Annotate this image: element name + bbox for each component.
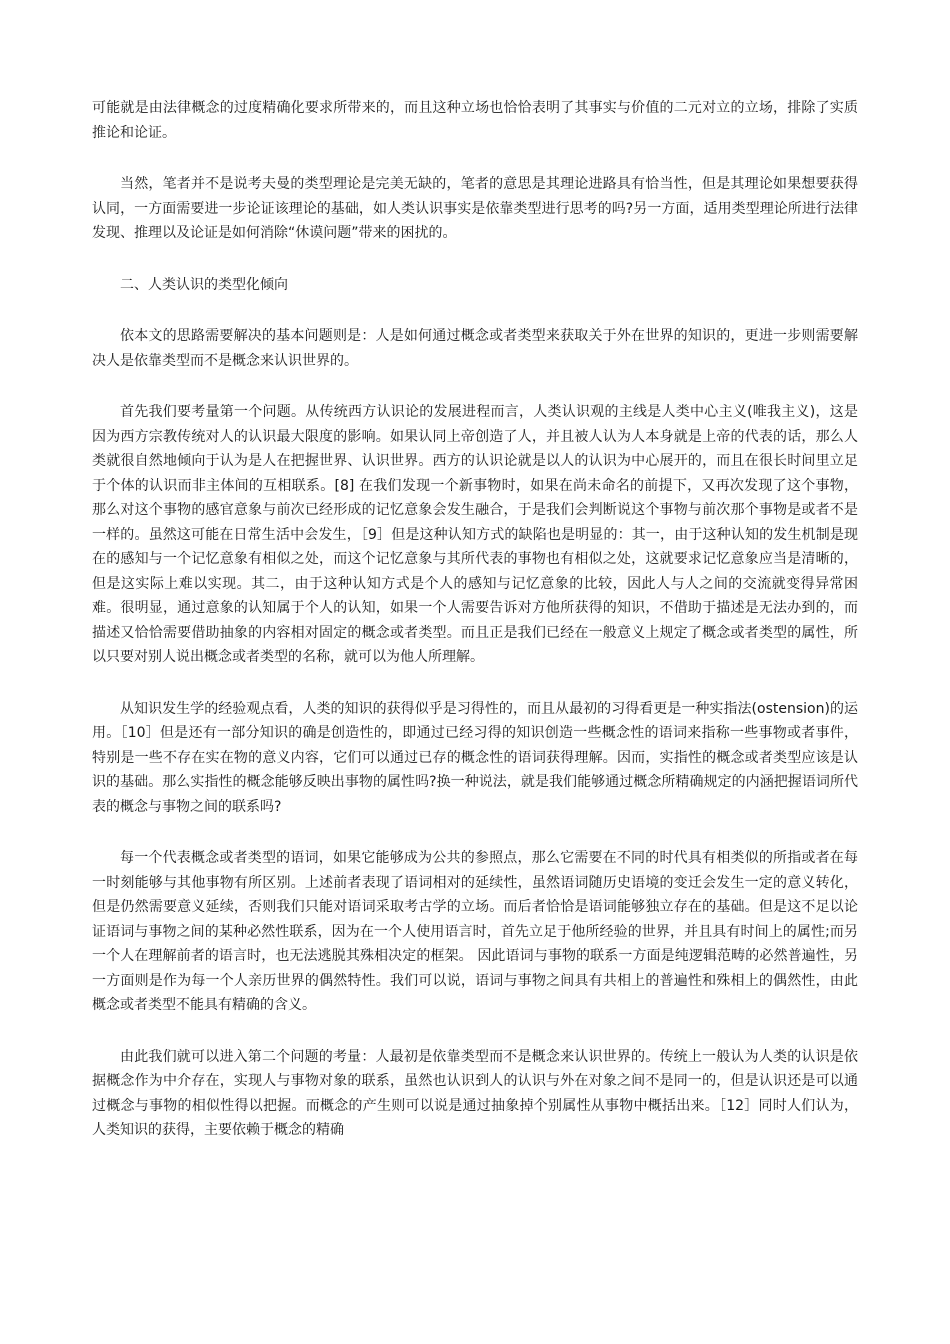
paragraph-second-question: 由此我们就可以进入第二个问题的考量：人最初是依靠类型而不是概念来认识世界的。传统上一般认为人类的认识是依据概念作为中介存在，实现人与事物对象的联系，虽然也认识到人的认识与外在对象之间不是同一的，但是认识还是可以通过概念与事物的相似性得以把握。而概念的产生则可以说是通过抽象掉个别属性从事物中概括出来。［12］同时人们认为，人类知识的获得，主要依赖于概念的精确 [92, 1048, 858, 1138]
paragraph-knowledge-genesis: 从知识发生学的经验观点看，人类的知识的获得似乎是习得性的，而且从最初的习得看更是一种实指法(ostension)的运用。［10］但是还有一部分知识的确是创造性的，即通过已经习得的知识创造一些概念性的语词来指称一些事物或者事件，特别是一些不存在实在物的意义内容，它们可以通过已存的概念性的语词获得理解。因而，实指性的概念或者类型应该是认识的基础。那么实指性的概念能够反映出事物的属性吗?换一种说法，就是我们能够通过概念所精确规定的内涵把握语词所代表的概念与事物之间的联系吗? [92, 700, 858, 815]
paragraph-word-and-thing: 每一个代表概念或者类型的语词，如果它能够成为公共的参照点，那么它需要在不同的时代具有相类似的所指或者在每一时刻能够与其他事物有所区别。上述前者表现了语词相对的延续性，虽然语词随历史语境的变迁会发生一定的意义转化，但是仍然需要意义延续，否则我们只能对语词采取考古学的立场。而后者恰恰是语词能够独立存在的基础。但是这不足以论证语词与事物之间的某种必然性联系，因为在一个人使用语言时，首先立足于他所经验的世界，并且具有时间上的属性;而另一个人在理解前者的语言时，也无法逃脱其殊相决定的框架。 因此语词与事物的联系一方面是纯逻辑范畴的必然普遍性，另一方面则是作为每一个人亲历世界的偶然特性。我们可以说，语词与事物之间具有共相上的普遍性和殊相上的偶然性，由此概念或者类型不能具有精确的含义。 [92, 850, 858, 1013]
paragraph-first-question: 首先我们要考量第一个问题。从传统西方认识论的发展进程而言，人类认识观的主线是人类中心主义(唯我主义)，这是因为西方宗教传统对人的认识最大限度的影响。如果认同上帝创造了人，并且被人认为人本身就是上帝的代表的话，那么人类就很自然地倾向于认为是人在把握世界、认识世界。西方的认识论就是以人的认识为中心展开的，而且在很长时间里立足于个体的认识而非主体间的互相联系。[8] 在我们发现一个新事物时，如果在尚未命名的前提下，又再次发现了这个事物，那么对这个事物的感官意象与前次已经形成的记忆意象会发生融合，于是我们会判断说这个事物与前次那个事物是或者不是一样的。虽然这可能在日常生活中会发生，［9］但是这种认知方式的缺陷也是明显的：其一，由于这种认知的发生机制是现在的感知与一个记忆意象有相似之处，而这个记忆意象与其所代表的事物也有相似之处，这就要求记忆意象应当是清晰的，但是这实际上难以实现。其二，由于这种认知方式是个人的感知与记忆意象的比较，因此人与人之间的交流就变得异常困难。很明显，通过意象的认知属于个人的认知，如果一个人需要告诉对方他所获得的知识，不借助于描述是无法办到的，而描述又恰恰需要借助抽象的内容相对固定的概念或者类型。而且正是我们已经在一般意义上规定了概念或者类型的属性，所以只要对别人说出概念或者类型的名称，就可以为他人所理解。 [92, 404, 858, 665]
section-heading: 二、人类认识的类型化倾向 [120, 276, 288, 293]
paragraph-basic-question: 依本文的思路需要解决的基本问题则是：人是如何通过概念或者类型来获取关于外在世界的知识的，更进一步则需要解决人是依靠类型而不是概念来认识世界的。 [92, 328, 858, 369]
document-page [92, 96, 858, 1170]
paragraph-typology-critique: 当然，笔者并不是说考夫曼的类型理论是完美无缺的，笔者的意思是其理论进路具有恰当性，但是其理论如果想要获得认同，一方面需要进一步论证该理论的基础，如人类认识事实是依靠类型进行思考的吗?另一方面，适用类型理论所进行法律发现、推理以及论证是如何消除“休谟问题”带来的困扰的。 [92, 176, 858, 241]
paragraph-continuation: 可能就是由法律概念的过度精确化要求所带来的，而且这种立场也恰恰表明了其事实与价值的二元对立的立场，排除了实质推论和论证。 [92, 100, 858, 141]
